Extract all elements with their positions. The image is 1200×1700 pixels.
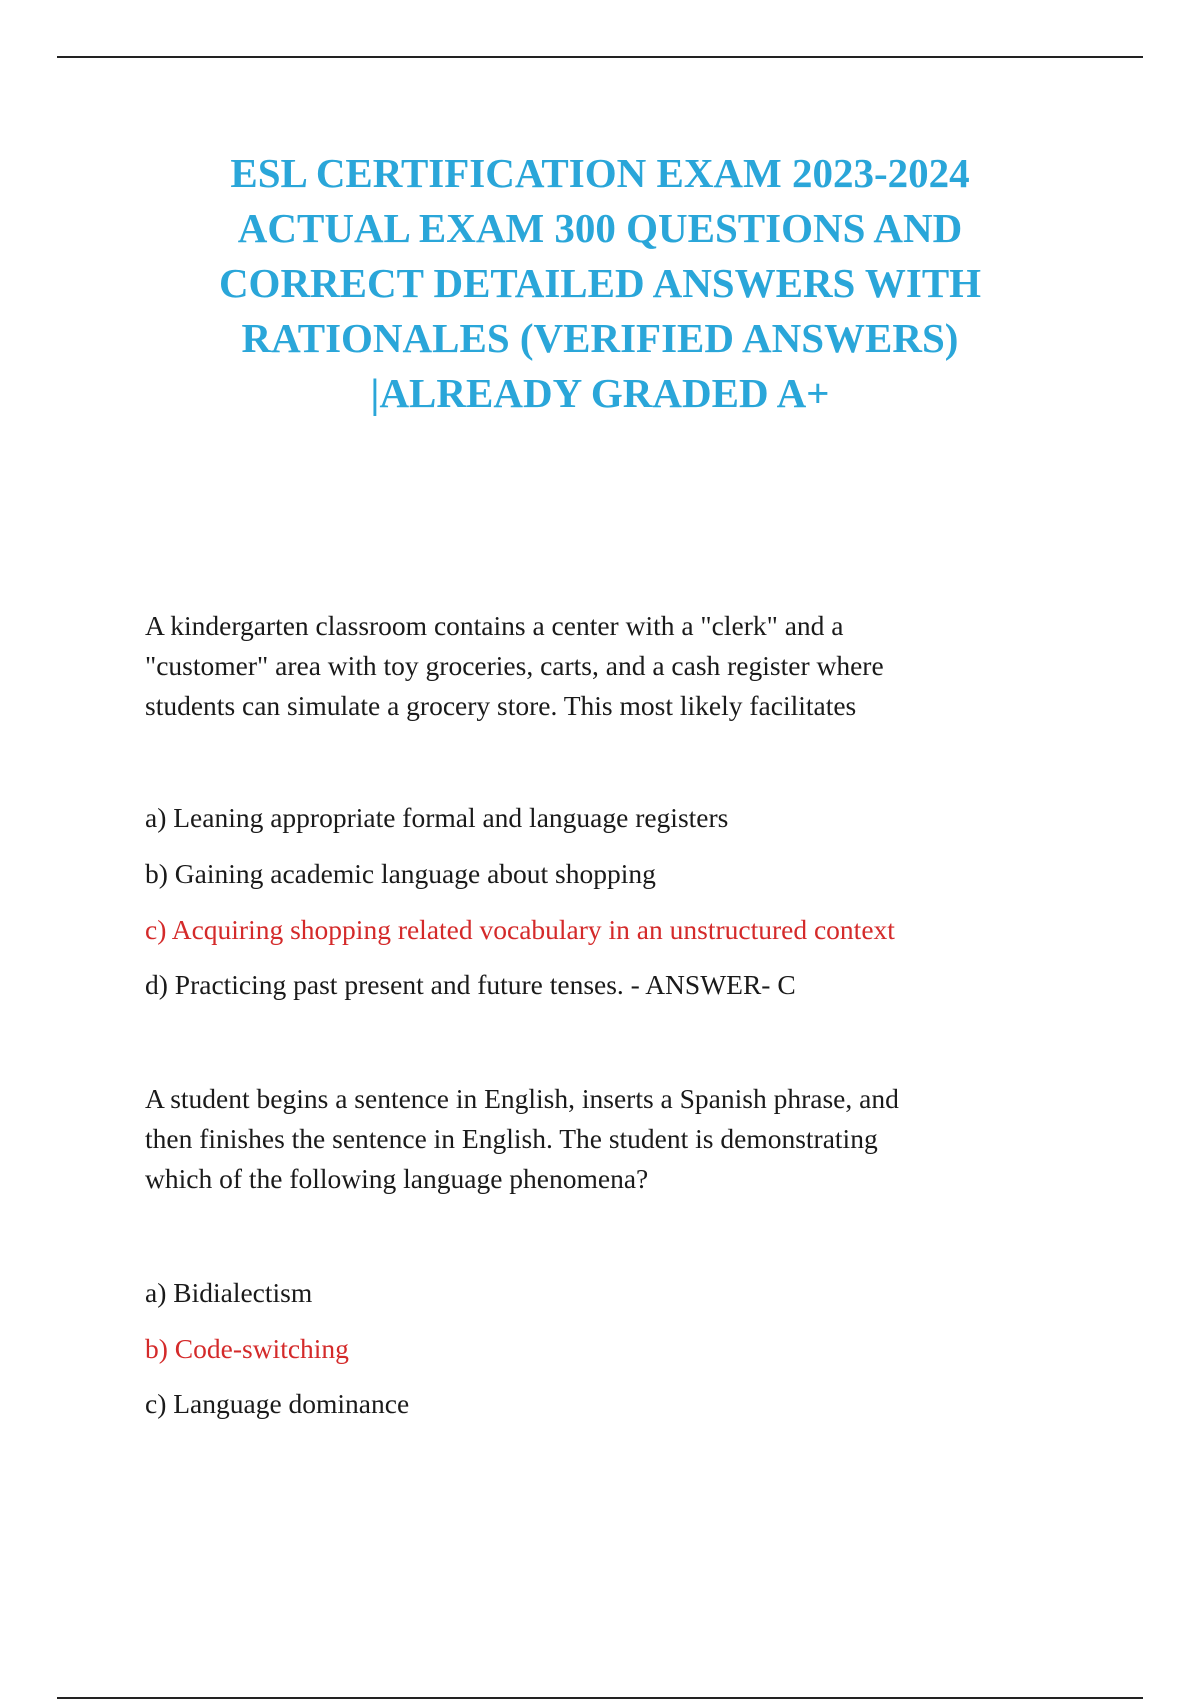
top-rule	[57, 56, 1143, 58]
question-stem-line: A student begins a sentence in English, inserts a Spanish phrase, and	[145, 1083, 899, 1114]
question-stem-line: then finishes the sentence in English. The student is demonstrating	[145, 1123, 878, 1154]
question-2-option-b-correct: b) Code-switching	[145, 1333, 349, 1364]
title-line: |ALREADY GRADED A+	[370, 370, 830, 416]
question-stem-line: which of the following language phenomena?	[145, 1163, 649, 1194]
question-1-option-b: b) Gaining academic language about shopping	[145, 858, 656, 889]
question-stem-line: A kindergarten classroom contains a center with a "clerk" and a	[145, 610, 844, 641]
title-line: RATIONALES (VERIFIED ANSWERS)	[241, 315, 959, 361]
question-1-stem	[145, 606, 1045, 726]
question-2-option-c: c) Language dominance	[145, 1388, 410, 1419]
question-stem-line: "customer" area with toy groceries, carts, and a cash register where	[145, 650, 884, 681]
question-stem-line: students can simulate a grocery store. This most likely facilitates	[145, 690, 857, 721]
question-2-option-a: a) Bidialectism	[145, 1277, 313, 1308]
question-1-option-a: a) Leaning appropriate formal and language registers	[145, 802, 729, 833]
bottom-rule	[57, 1697, 1143, 1699]
question-1-option-c-correct: c) Acquiring shopping related vocabulary in an unstructured context	[145, 914, 895, 945]
question-1-option-d: d) Practicing past present and future tenses. - ANSWER- C	[145, 969, 796, 1000]
document-title	[170, 146, 1030, 421]
title-line: ACTUAL EXAM 300 QUESTIONS AND	[237, 205, 963, 251]
title-line: CORRECT DETAILED ANSWERS WITH	[218, 260, 982, 306]
question-2-stem	[145, 1079, 1045, 1199]
title-line: ESL CERTIFICATION EXAM 2023-2024	[230, 150, 970, 196]
